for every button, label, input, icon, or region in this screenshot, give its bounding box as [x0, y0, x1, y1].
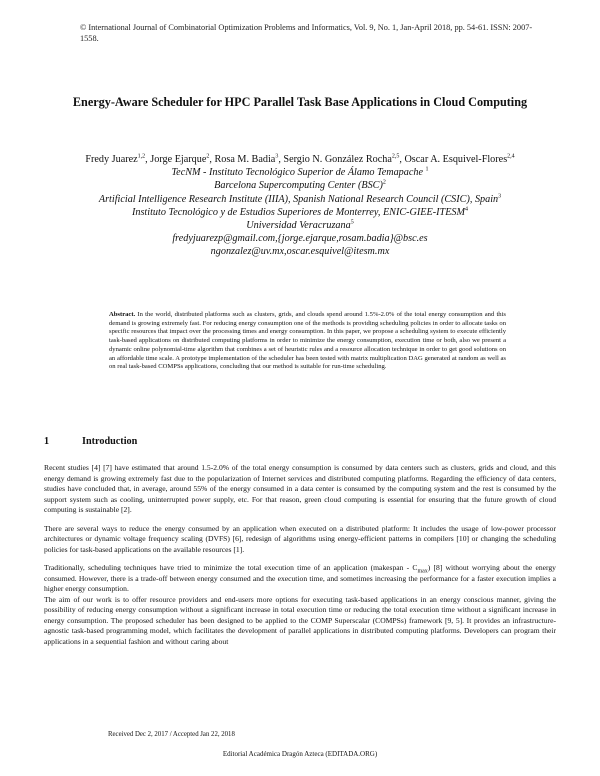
- paragraph: The aim of our work is to offer resource providers and end-users more options for executing task-based applications in an energy conscious manner, giving the possibility of reducing energy consumption without a significant increase in total execution time or reducing the total execution time without a significant increase in energy consumption. The proposed scheduler has been designed to be applied to the COMP Superscalar (COMPSs) framework [9, 5]. It provides an infrastructure-agnostic task-based programming model, which facilitates the development of parallel applications in distributed computing platforms. Developers can program their applications in a sequential fashion and without caring about: [44, 594, 556, 646]
- author-affil-ref: 3: [275, 153, 279, 160]
- paragraph: Recent studies [4] [7] have estimated that around 1.5-2.0% of the total energy consumption is consumed by data centers such as clusters, grids and cloud, and this energy demand is growing extremely fast due to the popularization of Internet services and distributed computing platforms. Regarding the efficiency of data centers, studies have concluded that, in average, around 55% of the energy consumed in a data center is consumed by the computing system and the rest is consumed by the support system such as cooling, uninterrupted power supply, etc. For that reason, green cloud computing is essential for ensuring that the future growth of cloud computing is sustainable [2].: [44, 463, 556, 514]
- section-body: [44, 463, 556, 647]
- author-separator: ,: [278, 154, 284, 165]
- section-heading: [44, 436, 137, 447]
- publisher-footer: Editorial Académica Dragón Azteca (EDITADA.ORG): [222, 750, 378, 758]
- paragraph: Traditionally, scheduling techniques have tried to minimize the total execution time of an application (makespan - $C_{max}$) [8] without worrying about the energy consumed. However, there is a trade-off between energy consumed and the execution time, and sometimes increasing the performance for a faster execution implies a higher energy consumption.: [44, 563, 556, 593]
- paragraph: There are several ways to reduce the energy consumed by an application when executed on a distributed platform: It includes the usage of low-power processor architectures or dynamic voltage frequency scaling (DVFS) [6], redesign of algorithms using energy-efficient patterns in compilers [10] or changing the scheduling policies for task-based applications on the available resources [1].: [44, 523, 556, 554]
- journal-header: © International Journal of Combinatorial Optimization Problems and Informatics, Vol. 9, No. 1, Jan-April 2018, pp. 54-61. ISSN: 2007-1558.: [80, 23, 533, 43]
- author-emails-2: ngonzalez@uv.mx,oscar.esquivel@itesm.mx: [210, 246, 390, 258]
- abstract: [109, 311, 506, 372]
- abstract-label: Abstract.: [109, 311, 136, 318]
- author-affil-ref: 1,2: [137, 153, 146, 160]
- author-name: Jorge Ejarque: [150, 154, 207, 165]
- affiliation-5: Universidad Veracruzana$^5$: [246, 219, 354, 232]
- author-block: [60, 153, 540, 259]
- author-emails-1: fredyjuarezp@gmail.com,{jorge.ejarque,rosam.badia}@bsc.es: [172, 233, 428, 245]
- affiliation-4: Instituto Tecnológico y de Estudios Superiores de Monterrey, ENIC-GIEE-ITESM$^4$: [131, 206, 469, 218]
- affiliation-1: TecNM - Instituto Tecnológico Superior de Álamo Temapache $^1$: [171, 166, 429, 179]
- author-name: Oscar A. Esquivel-Flores: [404, 154, 508, 165]
- author-separator: ,: [145, 154, 151, 165]
- author-name: Sergio N. González Rocha: [283, 154, 392, 165]
- received-date: Received Dec 2, 2017 / Accepted Jan 22, 2018: [108, 731, 235, 738]
- paper-title: Energy-Aware Scheduler for HPC Parallel Task Base Applications in Cloud Computing: [72, 95, 528, 109]
- author-affil-ref: 2,4: [507, 153, 515, 160]
- section-number: 1: [44, 436, 50, 447]
- author-list: [60, 153, 540, 166]
- author-separator: ,: [209, 154, 215, 165]
- section-title: Introduction: [82, 436, 138, 447]
- author-affil-ref: 2: [206, 153, 210, 160]
- author-separator: ,: [399, 154, 405, 165]
- author-name: Rosa M. Badia: [214, 154, 276, 165]
- author-name: Fredy Juarez: [85, 154, 138, 165]
- affiliation-3: Artificial Intelligence Research Institute (IIIA), Spanish National Research Council (CSIC), Spain$^3$: [98, 193, 502, 205]
- affiliation-2: Barcelona Supercomputing Center (BSC)$^2$: [214, 180, 386, 192]
- author-affil-ref: 2,5: [391, 153, 400, 160]
- abstract-text: In the world, distributed platforms such as clusters, grids, and clouds spend around 1.5%-2.0% of the total energy consumption and this demand is growing extremely fast. For reducing energy consumption one of the methods is providing scheduling policies in order to allocate tasks on specific resources that impact over the processing times and energy consumption. In this paper, we propose a scheduling system to execute efficiently task-based applications on distributed computing platforms in order to minimize the energy consumption, execution time or both, also we present a dynamic online polynomial-time algorithm that combines a set of heuristic rules and a resource allocation technique in order to get good solutions on an affordable time scale. A prototype implementation of the scheduler has been tested with matrix multiplication DAG generated at random as well as on real task-based COMPSs applications, concluding that our method is suitable for run-time scheduling.: [109, 311, 506, 371]
